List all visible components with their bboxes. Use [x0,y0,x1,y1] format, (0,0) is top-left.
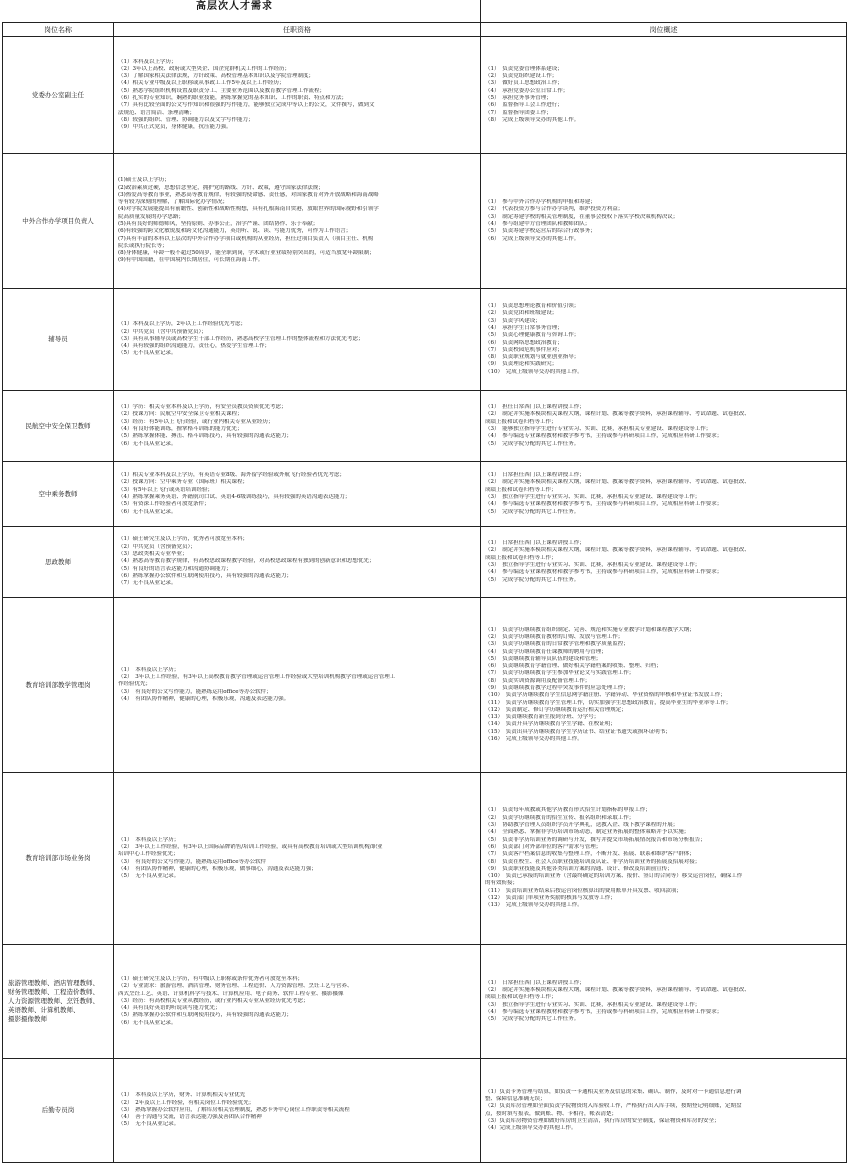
qualification-line: 培训中心工作经验优先； [118,851,179,858]
qualification-cell [114,391,481,462]
position-name: 英语教师、计算机教师、 [8,1006,80,1014]
duty-line: （5） 负责非学历培训业务的调研与开发，撰写并提交市场拓展情况报告和市场分析报告； [485,836,706,843]
duty-line: （5） 完成学院分配的其它工作任务。 [485,508,580,515]
position-name: 教育培训部教学管理岗 [25,680,91,689]
duty-line: （2） 负责学历继续教育的招生宣传、报名组织和录取工作； [485,814,635,821]
duty-line: （13） 负责继续教育新生报到分班、分学号； [485,714,600,721]
duty-line: （5） 负责筹建学校运营后的综合行政事务； [485,228,596,235]
qualification-line: （3）经历：有高校相关专业从教经历，或行业内相关专业从业经历优先考虑； [118,997,309,1004]
qualification-line: （4）有良好体能训练，擅掌格斗训练的能力优先； [118,426,243,432]
duty-line: （1） 负责每年成教或其他学历教育形式招生计划指标的申报工作； [485,807,651,814]
qualification-line: （5）无不良从业记录。 [118,350,177,357]
qualification-line: （1）硕士研究生及以上学历，有中级以上职称或条件优秀者可放宽至本科； [118,975,304,982]
duty-cell [481,391,847,462]
duty-line: （1）负责卡务管理与结算，如负责一卡通相关业务及信息的采集、确认、制作，及时对一卡通信息进行调 [485,1088,742,1095]
duty-line: （1） 负责党委管理体系建设； [485,65,563,72]
duty-line: （5） 负责心理健康教育与咨询工作； [485,332,580,339]
duty-line: 成绩上报和试卷归档等工作； [485,994,557,1001]
qualification-line: （4） 有团队协作精神，健康的心理，积极乐观，沟通及表达能力强。 [118,695,290,702]
qualification-line: （2） 3年以上工作经验，有3年以上国际品牌销售/培训工作经验，或具有高校教育培训或大型培训机构/职业 [118,843,383,850]
duty-line: （6） 负责继续教育学籍管理、做好相关学籍档案的收集、整理、归档； [485,663,662,670]
position-name: 民航空中安全保卫教师 [25,421,91,430]
position-name-cell [3,289,114,391]
position-name: 旅游管理教师、酒店管理教师、 [8,979,99,987]
qualification-line: （6）无不良从业记录。 [118,1019,177,1026]
qualification-line: （5）有良好的语言表达能力和沟通协调能力； [118,565,232,572]
duty-line: （2） 代表投资方参与合作办学谈判，维护投资方利益； [485,206,624,213]
qualification-line: （3）有5年以上飞行或英语培训经验； [118,486,213,493]
qualification-line: （4） 善于沟通与交流，语言表达能力强及善团队合作精神 [118,1114,262,1121]
qualification-line: (3)热爱高等教育事业，熟悉高等教育规律，有较强的使命感、责任感，对国家教育对外开放战略和海南战略 [118,191,379,198]
title-divider [480,0,481,22]
duty-line: （3） 制定筹建学校的相关管理制度，在董事会授权下落实学校决策机构决议； [485,213,679,220]
qualification-line: 等有较为深刻的理解，了解国际化办学情况； [118,199,229,206]
duty-line: （7） 监督指导团委工作； [485,109,552,116]
qualification-line: （4）熟练掌握乘务英语、外籍航司口试、英语4-6级训练技巧，具有较强的英语沟通表达能力； [118,494,351,500]
page-title: 高层次人才需求 [196,1,273,12]
duty-line: （11） 负责培训业务结束后按运营岗位核算出的费用账单开具发票、收回款项； [485,887,682,894]
duty-line: （9） 负责理论和实践研究； [485,361,558,368]
duty-cell [481,1059,847,1163]
duty-line: （7） 负责学历继续教育学生参加毕业论文与实践管理工作； [485,670,635,677]
qualification-line: （4）具有良好英语的听说读写能力优先； [118,1005,221,1012]
table-row [3,289,847,391]
duty-line: （4） 参与编选专业课程教材和教学参考书，主持或参与科研项目工作，完成相应科研工作要求； [485,1008,723,1015]
qualification-line: （3） 有良好的公文写作能力，能熟练运用office等办公软件 [118,858,267,865]
qualification-line: (5)具有良好的师德师风，坚持原则、办事公正，治学严谨、团结协作、乐于奉献； [118,221,319,227]
qualification-line: （2）中共党员（含中共预备党员）； [118,328,207,335]
duty-line: （3） 负责学历继续教育的日常教学管理和教学质量监控； [485,641,629,648]
duty-line: 点，按时填写报表，做到账、物、卡相符，帐表清楚； [485,1110,618,1117]
duty-line: （2） 制定并实施本模块相关课程大纲，课程计划、教案等教学资料，承担课程辅导、考试命题、试卷批改、 [485,411,750,418]
duty-line: （5） 完成学院分配的其它工作任务。 [485,576,580,583]
talent-demand-table [2,22,847,1163]
qualification-line: （3） 有良好的公文写作能力，能熟练运用office等办公软件； [118,688,272,695]
duty-line: （4）完成上级领导交办的其他工作。 [485,1125,577,1132]
position-name: 后勤专员岗 [41,1106,75,1114]
duty-line: （1） 负责思想理论教育和价值引领； [485,303,580,310]
duty-line: （2） 负责党团和班级建设； [485,310,558,317]
duty-line: （3） 协助教学管理人员组织学员开学典礼，送教入企、线下教学课程的开展； [485,822,679,829]
duty-line: （1） 日常担任西门以上课程讲授工作； [485,979,585,986]
qualification-line: （1） 本科及以上学历，财务、计算机相关专业优先 [118,1092,246,1099]
duty-line: （1） 负责学历继续教育组织制定、完善、规范和实施专业教学计划和课程教学大纲； [485,626,695,633]
qualification-cell [114,773,481,945]
position-name-cell [3,1059,114,1163]
duty-line: （3） 独立指导学生进行专业实习、实训、比赛，承担相关专业建设、课程建设等工作； [485,1001,701,1008]
duty-line: （3） 做好员工思想政治工作； [485,80,563,87]
position-name: 人力资源管理教师、烹饪教师、 [8,997,99,1005]
qualification-line: (9)有中国国籍，在中国境内长期居住，可长期在海南工作。 [118,257,264,264]
table-row [3,773,847,945]
table-row [3,945,847,1059]
duty-line: （9） 负责继续教育教学过程中突发事件的应急处理工作； [485,685,629,691]
position-name-cell [3,527,114,598]
duty-cell [481,773,847,945]
duty-line: （1） 日常担任西门以上课程讲授工作； [485,472,585,479]
duty-line: 整、保障信息准确无误； [485,1095,546,1102]
qualification-cell [114,289,481,391]
duty-line: （5） 完成学院分配的其它工作任务。 [485,1016,580,1023]
qualification-line: （2）3年以上高校、政府或大型央企、国企党群机关工作的工作经历； [118,65,291,72]
duty-line: （7） 负责客户档案信息的收集与整理工作，不断开发、拓展、联系和维护客户群体； [485,851,695,858]
duty-line: （8） 完成上级领导交办的其他工作。 [485,116,580,123]
duty-line: （11） 负责学历继续教育学生管理工作，切实加强学生思想政治教育，提高毕业生的毕业率等工作； [485,699,732,706]
duty-line: （2） 制定并实施本模块相关课程大纲，课程计划、教案等教学资料，承担课程辅导、考试命题、试卷批改、 [485,479,750,486]
qualification-line: （5） 无不良从业记录。 [118,1121,180,1128]
duty-line: （4） 参与编选专业课程教材和教学参考书，主持或参与科研项目工作，完成相应科研工作要求； [485,569,723,576]
duty-line: （10） 完成上级领导交办的其他工作。 [485,368,583,375]
duty-line: （15） 负责出具学历继续教育学生学历证书、结业证书遗失或损坏证明书； [485,728,671,735]
position-name: 党委办公室副主任 [32,90,84,99]
duty-line: （16） 完成上级领导交办的其他工作。 [485,736,583,743]
duty-line: （6） 完成上级领导交办的其他工作。 [485,235,580,242]
qualification-cell [114,37,481,154]
duty-line: （5） 完成学院分配的其它工作任务。 [485,440,580,447]
qualification-line: （1） 本科及以上学历； [118,666,180,673]
table-row [3,391,847,462]
duty-line: （2） 制定并实施本模块相关课程大纲，课程计划、教案等教学资料，承担课程辅导、考试命题、试卷批改、 [485,986,750,993]
qualification-line: （3）经历：有5年以上飞行经验，或行业内相关专业从业经历； [118,418,274,425]
qualification-line: （7）无不良从业记录。 [118,580,177,587]
qualification-cell [114,1059,481,1163]
duty-line: （4） 承担党委办公室日常工作； [485,87,569,94]
duty-line: （4） 参与组建中方管理团队和教师团队； [485,221,591,227]
table-row [3,154,847,289]
position-name: 辅导员 [48,335,68,343]
position-name: 摄影摄像教师 [8,1015,47,1023]
position-name-cell [3,154,114,289]
qualification-line: （3）思政类相关专业毕业； [118,551,188,558]
qualification-line: （5）有资深工作经验者可放宽条件； [118,501,210,508]
position-name: 思政教师 [45,557,71,566]
duty-line: （7） 负责校园危机事件应对； [485,346,563,353]
duty-line: （4） 参与编选专业课程教材和教学参考书，主持或参与科研项目工作，完成相应科研工作要求； [485,433,723,440]
qualification-line: （6）无不良从业记录。 [118,440,177,447]
qualification-line: （5） 无不良从业记录。 [118,873,180,880]
duty-line: （2）负责库房管理如全面负责学院物资的入库验收工作，严格执行出入库手续，按期登记明细账，定期盘 [485,1103,742,1110]
qualification-line: （7）具有比较全面的公文写作知识和很强的写作能力，能够独立完成中等以上的公文，文件撰写，做到文 [118,102,375,109]
table-row [3,527,847,598]
qualification-line: （4） 有团队协作精神，健康的心理，积极乐观，做事细心，沟通及表达能力强； [118,865,317,872]
duty-line: （3） 独立指导学生进行专业实习、实训、比赛，承担相关专业建设、课程建设等工作； [485,562,701,568]
header-qualification: 任职资格 [114,23,481,37]
table-row [3,1059,847,1163]
qualification-line: （2） 3年以上工作经验，有3年以上高校教育教学管理或运营管理工作经验或大型培训机构教学管理或运营管理工 [118,674,396,681]
header-row [3,23,847,37]
duty-line: （4） 全面熟悉、掌握非学历培训市场动态，制定业务拓展的整体策略并予以实施； [485,829,690,836]
qualification-line: （3）具有从事辅导员或高校学生干部工作经历，熟悉高校学生管理工作的整体流程和方法优先考虑； [118,335,364,342]
duty-cell [481,462,847,527]
qualification-line: (6)有较强的跨文化敏锐度和跨文化沟通能力，英语听、说、读、写能力优秀，可作为工作语言； [118,228,352,235]
duty-line: （6） 负责网络思想政治教育； [485,339,563,346]
qualification-line: （2）授课方向：空中乘务专业（国际班）相关课程； [118,479,249,486]
qualification-line: （1）学历：相关专业本科及以上学历，有安全员教员资质优先考虑； [118,404,287,411]
duty-line: （12） 负责部门单项业务奖励的核算与发放等工作； [485,894,616,901]
table-row [3,462,847,527]
duty-line: 成绩上报和试卷归档等工作； [485,486,557,493]
duty-line: （3） 独立指导学生进行专业实习、实训、比赛，承担相关专业建设、课程建设等工作； [485,494,701,500]
duty-line: （8） 负责实训资源调用及配备管理工作； [485,677,591,684]
table-row [3,598,847,773]
duty-line: （3）负责库房物资管理如做好库房的卫生清洁，执行库房的安全制度，保证物资和库房的安全； [485,1117,720,1124]
duty-line: （6） 负责部门对外部单位的客户需求与管理； [485,843,602,850]
qualification-line: （4）具有较强的组织沟通能力，责任心，热爱学生管理工作； [118,343,271,350]
duty-line: （1） 日常担任西门以上课程讲授工作； [485,540,585,547]
duty-line: （14） 负责开具学历继续教育学生学籍、在校证明； [485,721,616,728]
duty-line: （4） 承担学生日常事务管理； [485,324,563,331]
table-body [3,37,847,1163]
duty-cell [481,527,847,598]
duty-line: （3） 能够独立指导学生进行专业实习、实训、比赛，承担相关专业建设、课程建设等工作； [485,426,712,432]
duty-line: 的有效衔接； [485,880,519,887]
position-name: 教育培训部市场业务岗 [25,854,91,862]
duty-line: （8） 负责在校生、社会人员职业技能培训及认证、非学历培训业务的拓展及招展对接； [485,858,701,865]
position-name-cell [3,37,114,154]
duty-line: （9） 负责职业技能及其他各类培训方案的沟通、设计、修改及培训前宣传； [485,865,673,872]
duty-line: （4） 参与编选专业课程教材和教学参考书，主持或参与科研项目工作，完成相应科研工作要求； [485,501,723,508]
qualification-cell [114,598,481,773]
duty-cell [481,37,847,154]
qualification-line: （2） 2年及以上工作经验，有相关岗位工作经验优先； [118,1099,255,1106]
qualification-line: (7)具有丰富的本科以上层次的中外合作办学项目或机构的从业经历，担任过项目负责人（项目主任、机构 [118,235,374,242]
qualification-line: （1）本科及以上学历，2年以上工作经验优先考虑； [118,321,247,328]
qualification-line: (4)对学院发展能提出有前瞻性、创新性和战略性构想，具有扎根海南自贸港，放眼世界的国际视野和引领学 [118,206,379,213]
duty-cell [481,945,847,1059]
duty-cell [481,289,847,391]
qualification-line: （6）熟练掌握办公软件和互联网使用技巧，具有较强的沟通表达能力； [118,572,293,579]
qualification-line: （6）扎实的专业知识，娴熟的职业技能，熟练掌握党的基本知识、工作的职责、特点和方法； [118,95,348,101]
qualification-line: 法规范、语言简洁、条理清晰； [118,109,196,116]
qualification-line: （1）相关专业本科及以上学历，有英语专业8级、海外留学经验或外航飞行经验者优先考虑； [118,472,346,479]
qualification-line: （6）无不良从业记录。 [118,508,177,515]
qualification-line: （1）本科及以上学历； [118,58,177,65]
qualification-line: （9）中共正式党员，身体健康，抗压能力强。 [118,124,232,131]
duty-line: （13） 完成上级领导交办的其他工作。 [485,902,583,909]
qualification-cell [114,945,481,1059]
duty-cell [481,598,847,773]
duty-line: （8） 负责职业规划与就业创业指导； [485,354,580,361]
qualification-line: 西式烹饪工艺、英语、计算机科学与技术、计算机应用、电子商务、软件工程专业、摄影摄像 [118,990,344,997]
qualification-line: （2）中共党员（含预备党员）； [118,543,196,550]
header-duties: 岗位概述 [481,23,847,37]
position-name-cell [3,598,114,773]
table-row [3,37,847,154]
duty-line: （3） 负责学风建设； [485,317,541,324]
qualification-cell [114,154,481,289]
qualification-line: （1） 本科及以上学历； [118,836,180,843]
duty-line: （4） 负责学历继续教育任课教师的聘用与管理； [485,648,607,655]
duty-line: （5） 负责继续教育辅导员队伍的建设和管理； [485,655,602,662]
qualification-line: （5）熟悉学院组织机构设置及职责分工、主要业务范围以及教育教学管理工作流程； [118,87,326,94]
duty-line: （2） 负责学历继续教育教材的订购、发放与管理工作； [485,633,624,640]
duty-line: （10） 负责学历继续教育学生信息网学籍注册、学籍异动、毕业资格的审核和毕业证书发放工作； [485,692,726,699]
qualification-line: 作经验优先； [118,681,152,688]
duty-line: （12） 负责制定、修订学历继续教育运行相关管理规定； [485,706,627,713]
position-name-cell [3,391,114,462]
qualification-line: （5）熟练掌握体能、搏击、格斗训练技巧，具有较强的沟通表达能力； [118,433,293,440]
qualification-line: （5）熟练掌握办公软件和互联网使用技巧，具有较强的沟通表达能力； [118,1012,293,1019]
duty-line: （10） 负责已承接的培训业务（含最终确定的培训方案、报价、签订的合同等）移交运营岗位，确保工作 [485,873,743,880]
qualification-line: 院长或执行院长等； [118,242,168,249]
qualification-line: (8)身体健康，年龄一般不超过50周岁，能全职到岗，学术或行业业绩特别突出的，可适当放宽年龄限制； [118,250,375,257]
qualification-line: （8）较强的组织、管理、协调能力以及文字写作能力； [118,116,254,123]
qualification-line: （3）了解国家相关法律法规，方针政策、高校管理基本知识以及学院管理制度； [118,73,315,80]
qualification-line: （1）硕士研究生及以上学历，优秀者可放宽至本科； [118,536,249,543]
duty-line: （2） 负责党组织建设工作； [485,73,558,80]
qualification-line: （2）专业需求：旅游管理、酒店管理、财务管理、工程造价、人力资源管理、烹饪工艺与营养、 [118,983,353,990]
duty-line: （1） 参与中外合作办学机构的申报和筹建； [485,199,596,206]
qualification-line: （4）相关专业中级及以上职称或从事政工工作5年及以上工作经历； [118,80,285,87]
qualification-line: （3） 熟练掌握办公软件应用，了解库房相关管理制度，熟悉卡务中心岗位工作职责等相关流程 [118,1106,350,1113]
position-name-cell [3,945,114,1059]
duty-line: （2） 制定并实施本模块相关课程大纲，课程计划、教案等教学资料，承担课程辅导、考试命题、试卷批改、 [485,547,750,554]
duty-line: 成绩上报和试卷归档等工作； [485,418,557,425]
qualification-line: （2）授课方向：民航空中安全保卫专业相关课程； [118,411,243,418]
duty-line: （1） 担任日常西门以上课程讲授工作； [485,404,585,411]
duty-cell [481,154,847,289]
qualification-line: (2)政治素质过硬，思想信念坚定，拥护党的路线、方针、政策，遵守国家法律法规； [118,184,324,191]
qualification-line: (1)硕士及以上学历； [118,177,170,184]
position-name: 财务管理教师、工程造价教师、 [8,988,99,996]
header-position: 岗位名称 [3,23,114,37]
duty-line: （6） 监督指导工会工作进行； [485,102,563,109]
position-name-cell [3,773,114,945]
position-name: 中外合作办学项目负责人 [22,216,94,225]
qualification-line: 院高质量发展的办学思路； [118,213,185,220]
duty-line: （5） 承担党务事务管理； [485,95,552,101]
qualification-cell [114,527,481,598]
duty-line: 成绩上报和试卷归档等工作； [485,554,557,561]
position-name: 空中乘务教师 [38,489,78,498]
qualification-line: （4）熟悉高等教育教学规律，有高校思政课程教学经验，对高校思政课程有独到的创新意识和思想优先； [118,558,375,565]
qualification-cell [114,462,481,527]
position-name-cell [3,462,114,527]
